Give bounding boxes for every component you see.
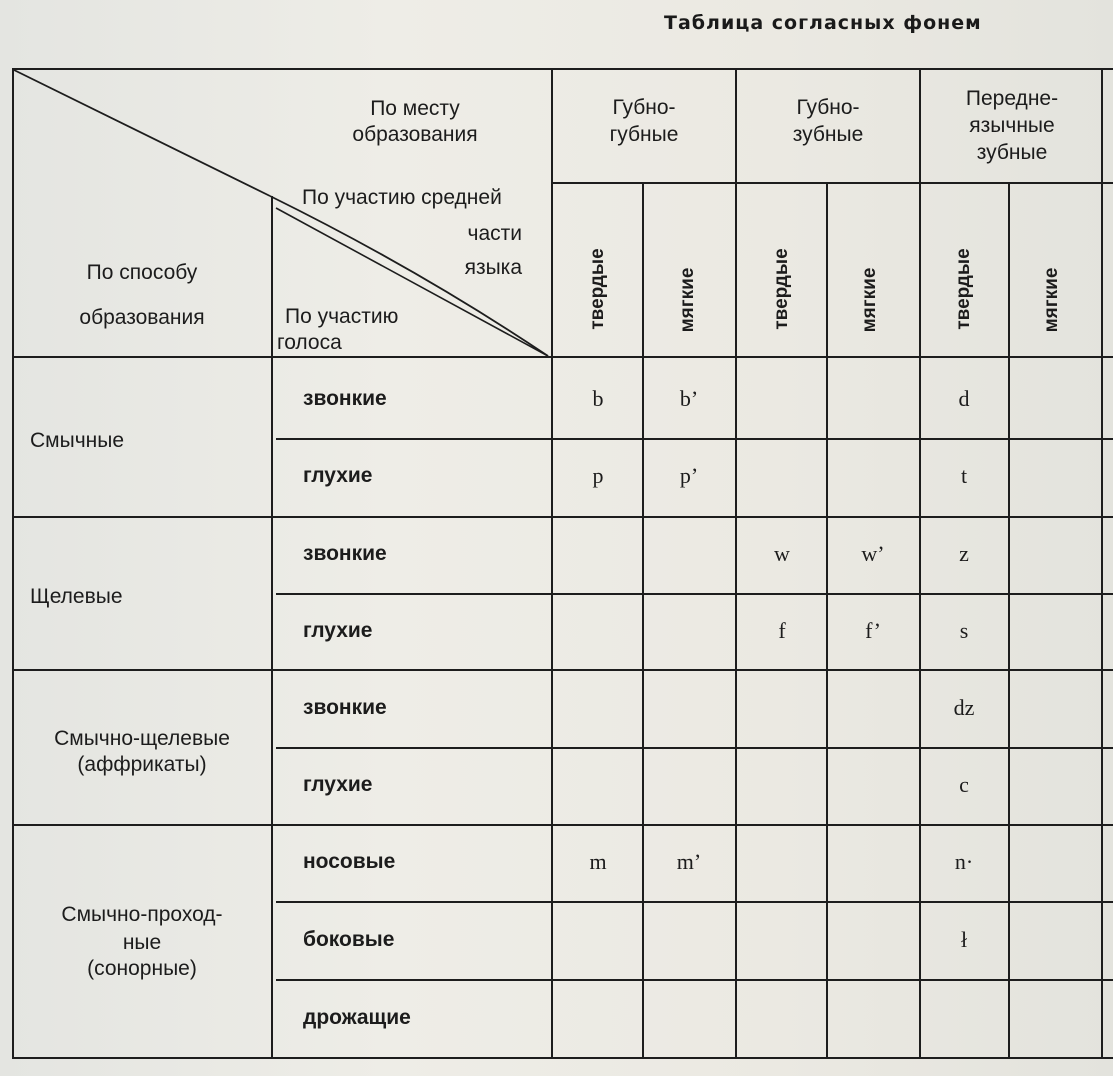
voice-header-line1: По участию	[285, 305, 399, 328]
row-label: дрожащие	[303, 1006, 411, 1029]
column-header-labiodental-line2: зубные	[792, 123, 864, 146]
group-name-fricatives: Щелевые	[30, 585, 123, 608]
phoneme-bilabial-soft: b’	[679, 386, 699, 411]
row-divider-3	[276, 593, 1113, 595]
phoneme-bilabial-hard: p	[592, 463, 604, 488]
row-label: звонкие	[303, 542, 387, 565]
group-name-sonorants-line3: (сонорные)	[87, 957, 197, 980]
phoneme-dental-hard: ł	[960, 927, 968, 952]
place-header-line2: образования	[352, 123, 478, 146]
dental-border	[1101, 68, 1103, 1058]
phoneme-dental-hard: t	[960, 463, 968, 488]
column-header-dental-line2: язычные	[969, 114, 1055, 137]
group-name-affricates-line2: (аффрикаты)	[77, 753, 207, 776]
row-divider-1	[276, 438, 1113, 440]
phoneme-labiodental-hard: f	[778, 618, 786, 643]
soft-label-labiodental: мягкие	[859, 267, 880, 333]
phoneme-bilabial-hard: b	[592, 386, 604, 411]
phoneme-dental-hard: z	[959, 541, 969, 566]
manner-column-border	[271, 196, 273, 1058]
phoneme-dental-hard: d	[958, 386, 970, 411]
group-name-sonorants-line2: ные	[122, 931, 162, 954]
header-bottom-border	[12, 356, 1113, 358]
row-divider-5	[276, 747, 1113, 749]
column-header-bilabial-line2: губные	[609, 123, 679, 146]
row-label: носовые	[303, 850, 396, 873]
bilabial-hard-soft-divider	[642, 182, 644, 1058]
palatal-header-line2: части	[467, 222, 522, 245]
row-label: боковые	[303, 928, 395, 951]
phoneme-bilabial-soft: p’	[679, 463, 699, 488]
palatal-header-line1: По участию средней	[302, 186, 502, 209]
hard-label-bilabial: твердые	[587, 248, 608, 330]
row-divider-8	[276, 979, 1113, 981]
left-border	[12, 68, 14, 1059]
phoneme-labiodental-soft: f’	[865, 618, 881, 643]
dental-hard-soft-divider	[1008, 182, 1010, 1058]
palatal-header-line3: языка	[464, 256, 522, 279]
voice-header-line2: голоса	[277, 331, 342, 354]
label-column-border	[551, 68, 553, 1058]
group-name-affricates-line1: Смычно-щелевые	[54, 727, 230, 750]
top-border	[12, 68, 1113, 70]
row-label: глухие	[303, 464, 373, 487]
bilabial-border	[735, 68, 737, 1058]
labiodental-hard-soft-divider	[826, 182, 828, 1058]
phoneme-bilabial-soft: m’	[676, 849, 702, 874]
group-divider-2	[12, 669, 1113, 671]
phoneme-dental-hard: dz	[953, 695, 975, 720]
hard-label-dental: твердые	[953, 248, 974, 330]
hard-label-labiodental: твердые	[771, 248, 792, 330]
bottom-border	[12, 1057, 1113, 1059]
phoneme-dental-hard: s	[959, 618, 969, 643]
header-place-divider	[552, 182, 1113, 184]
phoneme-labiodental-hard: w	[774, 541, 790, 566]
group-divider-1	[12, 516, 1113, 518]
phoneme-dental-hard: c	[959, 772, 969, 797]
row-label: звонкие	[303, 387, 387, 410]
row-label: глухие	[303, 619, 373, 642]
column-header-bilabial-line1: Губно-	[612, 96, 676, 119]
soft-label-dental: мягкие	[1041, 267, 1062, 333]
column-header-labiodental-line1: Губно-	[796, 96, 860, 119]
labiodental-border	[919, 68, 921, 1058]
column-header-dental-line1: Передне-	[965, 87, 1059, 110]
row-label: глухие	[303, 773, 373, 796]
phoneme-bilabial-hard: m	[589, 849, 607, 874]
group-divider-3	[12, 824, 1113, 826]
soft-label-bilabial: мягкие	[677, 267, 698, 333]
table-title: Таблица согласных фонем	[664, 12, 982, 34]
place-header-line1: По месту	[370, 97, 460, 120]
group-name-stops: Смычные	[30, 429, 125, 452]
phoneme-labiodental-soft: w’	[861, 541, 885, 566]
column-header-dental-line3: зубные	[976, 141, 1048, 164]
phoneme-dental-hard: n·	[954, 849, 974, 874]
manner-header-line2: образования	[79, 306, 205, 329]
group-name-sonorants-line1: Смычно-проход-	[61, 903, 223, 926]
row-divider-7	[276, 901, 1113, 903]
row-label: звонкие	[303, 696, 387, 719]
manner-header-line1: По способу	[86, 261, 198, 284]
